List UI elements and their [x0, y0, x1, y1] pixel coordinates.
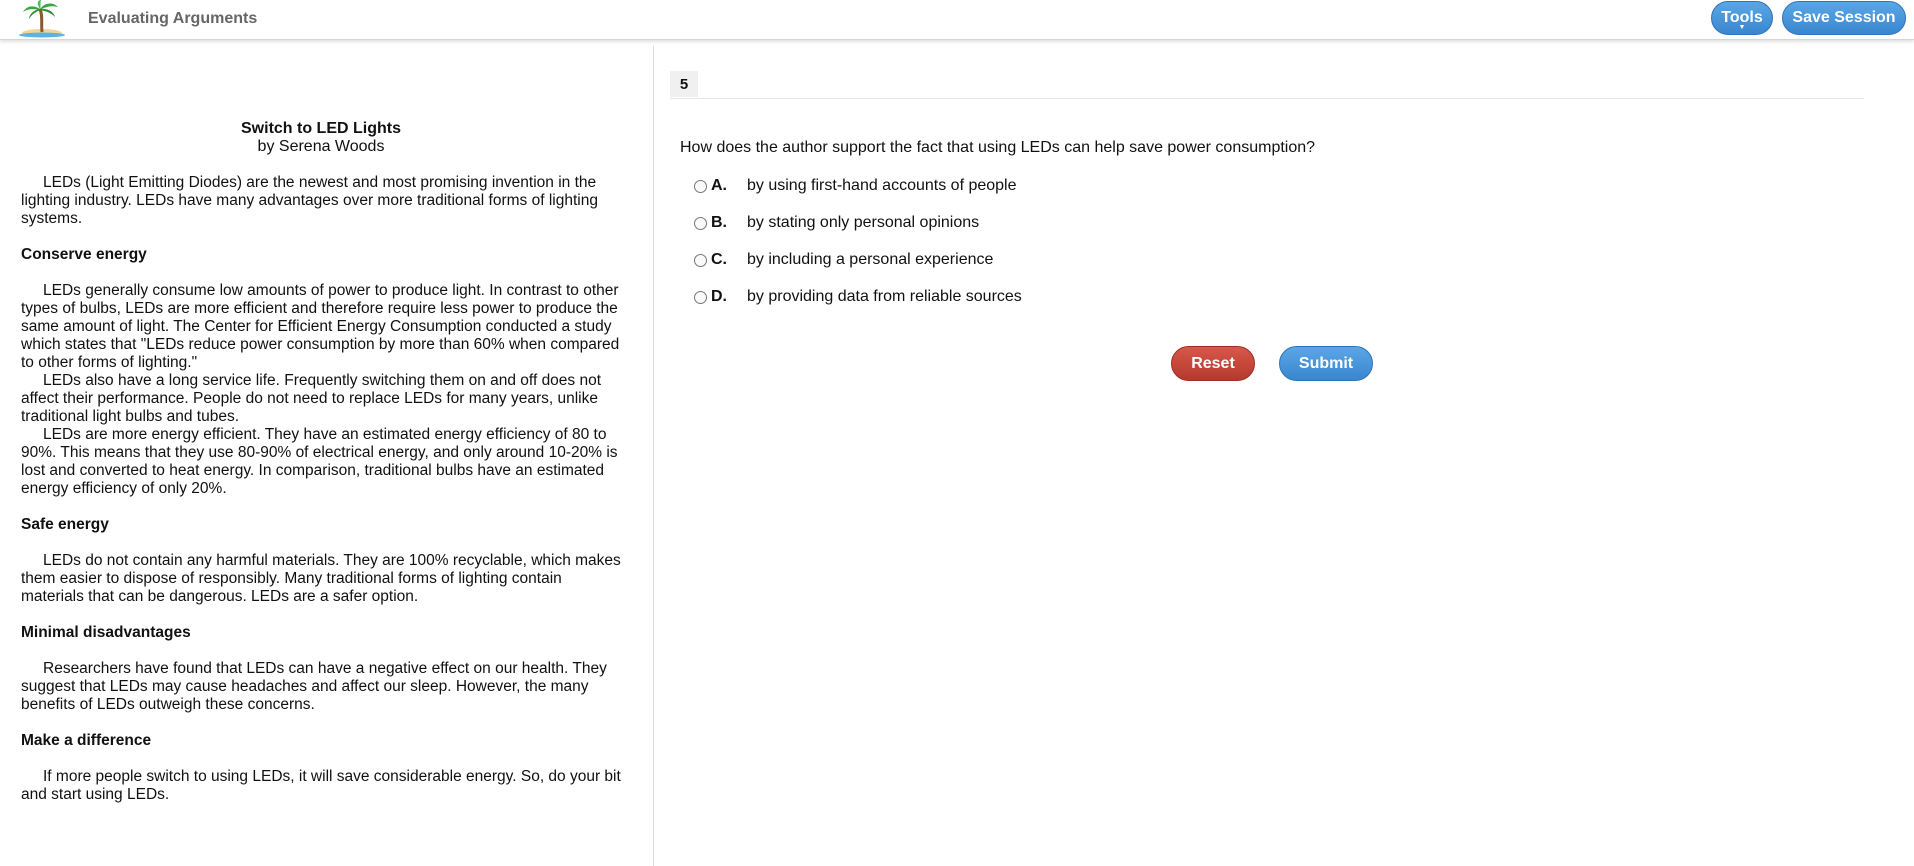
option-text: by including a personal experience	[747, 251, 994, 268]
option-letter: B.	[711, 214, 727, 231]
option-letter: C.	[711, 251, 727, 268]
reset-button[interactable]	[1171, 346, 1255, 381]
radio-button[interactable]	[694, 254, 707, 267]
paragraph: LEDs generally consume low amounts of power to produce light. In contrast to other types of bulbs, LEDs are more efficient and therefore require less power to produce the same amount of light. The Center for Efficient Energy Consumption conducted a study which states that "LEDs reduce power consumption by more than 60% when compared to other forms of lighting."	[21, 282, 620, 371]
paragraph: Researchers have found that LEDs can have a negative effect on our health. They suggest that LEDs may cause headaches and affect our sleep. However, the many benefits of LEDs outweigh these concerns.	[21, 660, 607, 713]
option-text: by stating only personal opinions	[747, 214, 980, 231]
option-letter: D.	[711, 288, 727, 305]
option-letter: A.	[711, 177, 727, 194]
app-header	[0, 0, 1914, 40]
passage-title: Switch to LED Lights	[241, 120, 401, 137]
submit-button[interactable]	[1279, 346, 1373, 381]
section-heading-conserve-energy: Conserve energy	[21, 246, 147, 263]
question-stem: How does the author support the fact that using LEDs can help save power consumption?	[680, 139, 1316, 156]
caret-down-icon: ▼	[1738, 24, 1746, 31]
paragraph: LEDs do not contain any harmful materials. They are 100% recyclable, which makes them easier to dispose of responsibly. Many traditional forms of lighting contain materials that can be dangerous. LEDs are a safer option.	[21, 552, 621, 605]
answer-option-d[interactable]	[694, 286, 1022, 308]
passage	[21, 120, 621, 804]
paragraph: LEDs are more energy efficient. They have an estimated energy efficiency of 80 to 90%. This means that they use 80-90% of electrical energy, and only around 10-20% is lost and converted to heat energy. In comparison, traditional bulbs have an estimated energy efficiency of only 20%.	[21, 426, 618, 497]
section-heading-safe-energy: Safe energy	[21, 516, 109, 533]
save-session-button[interactable]	[1782, 1, 1906, 35]
divider	[670, 98, 1864, 99]
answer-option-c[interactable]	[694, 249, 993, 271]
passage-intro: LEDs (Light Emitting Diodes) are the newest and most promising invention in the lighting industry. LEDs have many advantages over more traditional forms of lighting systems.	[21, 174, 598, 227]
passage-author: by Serena Woods	[257, 138, 385, 155]
palm-tree-island-icon	[18, 0, 66, 38]
paragraph: If more people switch to using LEDs, it will save considerable energy. So, do your bit and start using LEDs.	[21, 768, 621, 803]
question-number: 5	[670, 71, 698, 97]
passage-pane[interactable]	[0, 46, 654, 866]
radio-button[interactable]	[694, 180, 707, 193]
paragraph: LEDs also have a long service life. Frequently switching them on and off does not affect their performance. People do not need to replace LEDs for many years, unlike traditional light bulbs and tubes.	[21, 372, 602, 425]
submit-button-label: Submit	[1298, 354, 1354, 372]
radio-button[interactable]	[694, 291, 707, 304]
answer-option-a[interactable]	[694, 175, 1017, 197]
tools-button[interactable]	[1711, 1, 1773, 35]
radio-button[interactable]	[694, 217, 707, 230]
reset-button-label: Reset	[1191, 354, 1235, 372]
option-text: by using first-hand accounts of people	[747, 177, 1017, 194]
answer-option-b[interactable]	[694, 212, 979, 234]
section-heading-make-a-difference: Make a difference	[21, 732, 152, 749]
tools-button-label: Tools	[1721, 9, 1763, 26]
option-text: by providing data from reliable sources	[747, 288, 1022, 305]
section-heading-minimal-disadvantages: Minimal disadvantages	[21, 624, 191, 641]
app-title: Evaluating Arguments	[88, 10, 258, 27]
save-session-label: Save Session	[1792, 9, 1896, 26]
